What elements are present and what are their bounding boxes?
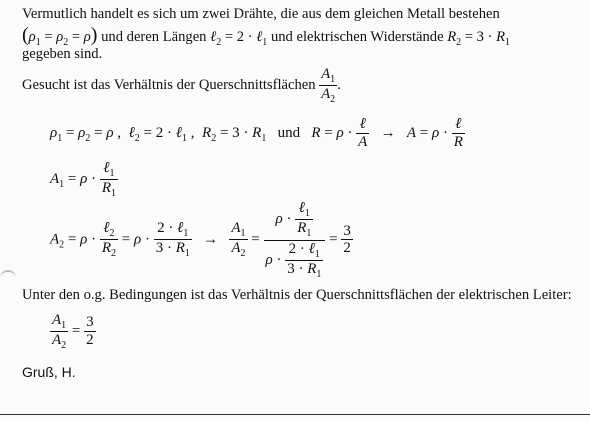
- bottom-divider: [0, 414, 590, 415]
- scan-artifact: [0, 270, 16, 286]
- intro-line-1: Vermutlich handelt es sich um zwei Drähte, die aus dem gleichen Metall bestehen: [22, 6, 500, 22]
- intro-text-resistances: und elektrischen Widerstände: [270, 29, 444, 45]
- given-relations: $\rho_1 = \rho_2 = \rho$ , ℓ$_2$ = 2 · ℓ$_1$ , $R_2 = 3 \cdot R_1$ und R = ρ · $\frac{\text{ℓ}}{A}$ → A = ρ · $\frac{\text{ℓ}}{R}$: [50, 116, 463, 150]
- ratio-a1-a2: $\frac{A_1}{A_2}$: [321, 66, 336, 105]
- final-ratio: $\frac{A_1}{A_2}$ = $\frac{3}{2}$: [52, 312, 94, 351]
- conclusion-line: Unter den o.g. Bedingungen ist das Verhältnis der Querschnittsflächen der elektrischen Leiter:: [22, 287, 572, 303]
- intro-line-3: gegeben sind.: [22, 46, 103, 62]
- formula-a2: $A_2 = \rho$ · $\frac{\ell_2}{R_2}$ = ρ · $\frac{2 \cdot \ell_1}{3 \cdot R_1}$ → $\frac{A_1}{A_2}$ = ρ · $\frac{\ell_1}{R_1}$ ρ · $\frac{2 \cdot \ell_1}{3 \cdot R_1}$ = $\frac{3}{2}$: [50, 200, 351, 280]
- sought-line: Gesucht ist das Verhältnis der Querschnittsflächen $\frac{A_1}{A_2}$ .: [22, 66, 341, 105]
- and-word: und: [277, 124, 301, 141]
- greeting: Gruß, H.: [22, 364, 76, 380]
- intro-line-2: $(\rho_1 = \rho_2 = \rho)$ und deren Längen ℓ$_2$ = 2 · ℓ$_1$ und elektrischen Widerstände $R_2 = 3 \cdot R_1$: [22, 24, 511, 48]
- intro-text-lengths: und deren Längen: [101, 29, 207, 45]
- sought-text: Gesucht ist das Verhältnis der Querschnittsflächen: [22, 77, 316, 93]
- formula-a1: $A_1 = \rho$ · $\frac{\ell_1}{R_1}$: [50, 160, 117, 199]
